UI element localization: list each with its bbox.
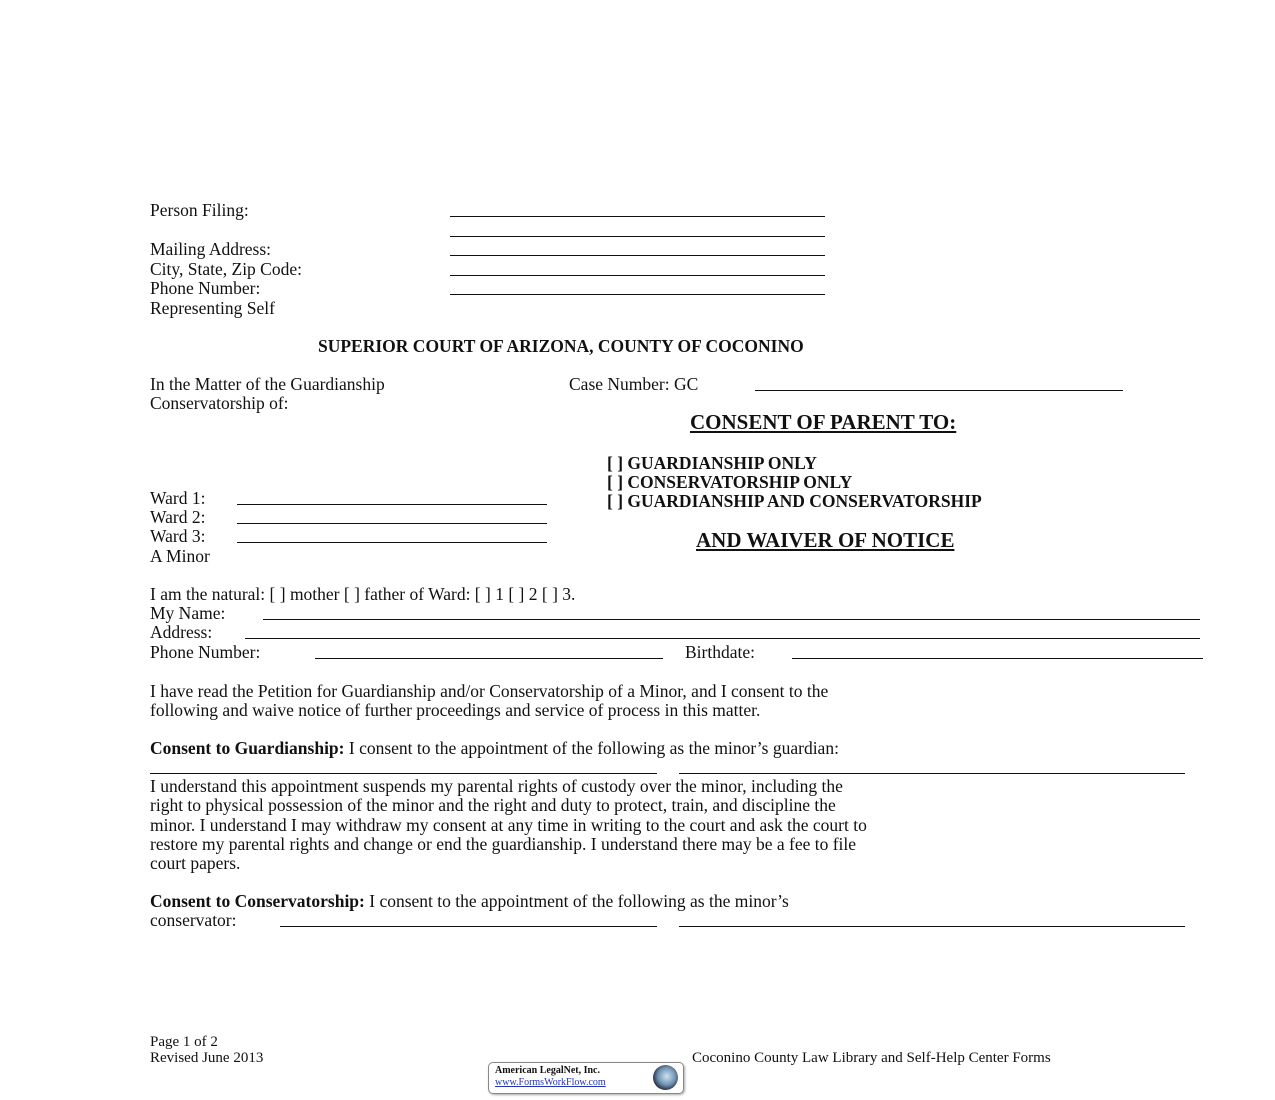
guardianship-body-1: I understand this appointment suspends my parental rights of custody over the minor, including the [150, 776, 843, 796]
intro-line-2: following and waive notice of further proceedings and service of process in this matter. [150, 700, 761, 720]
guardian-name-field[interactable] [150, 773, 657, 774]
person-filing-field[interactable] [450, 216, 825, 217]
option-guardianship-only[interactable]: [ ] GUARDIANSHIP ONLY [607, 453, 817, 473]
city-state-zip-field[interactable] [450, 275, 825, 276]
representing-self: Representing Self [150, 298, 275, 318]
city-state-zip-label: City, State, Zip Code: [150, 259, 302, 279]
address-label: Address: [150, 622, 213, 642]
logo-url[interactable]: www.FormsWorkFlow.com [495, 1077, 606, 1088]
a-minor: A Minor [150, 546, 210, 566]
ward-2-field[interactable] [237, 523, 547, 524]
parent-phone-field[interactable] [315, 658, 663, 659]
option-conservatorship-only[interactable]: [ ] CONSERVATORSHIP ONLY [607, 472, 853, 492]
guardianship-text: I consent to the appointment of the following as the minor’s guardian: [344, 738, 839, 758]
logo-name: American LegalNet, Inc. [495, 1065, 600, 1076]
guardian-name-field-2[interactable] [679, 773, 1185, 774]
intro-line-1: I have read the Petition for Guardianship and/or Conservatorship of a Minor, and I consent to the [150, 681, 829, 701]
parent-phone-label: Phone Number: [150, 642, 261, 662]
ward-1-field[interactable] [237, 504, 547, 505]
conservator-name-field-2[interactable] [679, 926, 1185, 927]
person-filing-label: Person Filing: [150, 200, 249, 220]
my-name-field[interactable] [263, 619, 1200, 620]
matter-line-2: Conservatorship of: [150, 393, 289, 413]
case-number-label: Case Number: GC [569, 374, 699, 394]
globe-icon [653, 1065, 678, 1090]
address-field[interactable] [245, 638, 1200, 639]
conservatorship-text: I consent to the appointment of the following as the minor’s [364, 891, 789, 911]
ward-2-label: Ward 2: [150, 507, 206, 527]
matter-line-1: In the Matter of the Guardianship [150, 374, 385, 394]
conservator-name-field[interactable] [280, 926, 657, 927]
option-both[interactable]: [ ] GUARDIANSHIP AND CONSERVATORSHIP [607, 491, 982, 511]
guardianship-consent [150, 738, 839, 758]
american-legalnet-logo[interactable] [488, 1062, 684, 1094]
guardianship-body-2: right to physical possession of the minor and the right and duty to protect, train, and discipline the [150, 795, 836, 815]
form-subtitle: AND WAIVER OF NOTICE [696, 528, 955, 552]
mailing-address-field[interactable] [450, 255, 825, 256]
my-name-label: My Name: [150, 603, 226, 623]
guardianship-body-3: minor. I understand I may withdraw my consent at any time in writing to the court and ask the court to [150, 815, 867, 835]
guardianship-body-4: restore my parental rights and change or end the guardianship. I understand there may be a fee to file [150, 834, 857, 854]
ward-1-label: Ward 1: [150, 488, 206, 508]
phone-label: Phone Number: [150, 278, 261, 298]
guardianship-body-5: court papers. [150, 853, 241, 873]
conservator-label: conservator: [150, 910, 237, 930]
birthdate-field[interactable] [792, 658, 1203, 659]
conservatorship-label: Consent to Conservatorship: [150, 891, 365, 911]
court-heading: SUPERIOR COURT OF ARIZONA, COUNTY OF COCONINO [318, 336, 804, 356]
guardianship-label: Consent to Guardianship: [150, 738, 345, 758]
person-filing-field-2[interactable] [450, 236, 825, 237]
revised-date: Revised June 2013 [150, 1050, 264, 1066]
mailing-address-label: Mailing Address: [150, 239, 272, 259]
birthdate-label: Birthdate: [685, 642, 755, 662]
ward-3-field[interactable] [237, 542, 547, 543]
natural-parent-line: I am the natural: [ ] mother [ ] father of Ward: [ ] 1 [ ] 2 [ ] 3. [150, 584, 576, 604]
ward-3-label: Ward 3: [150, 526, 206, 546]
page-number: Page 1 of 2 [150, 1034, 218, 1050]
footer-center: Coconino County Law Library and Self-Help Center Forms [692, 1050, 1051, 1066]
case-number-field[interactable] [755, 390, 1123, 391]
form-title: CONSENT OF PARENT TO: [690, 410, 957, 434]
conservatorship-consent [150, 891, 789, 911]
phone-field[interactable] [450, 294, 825, 295]
